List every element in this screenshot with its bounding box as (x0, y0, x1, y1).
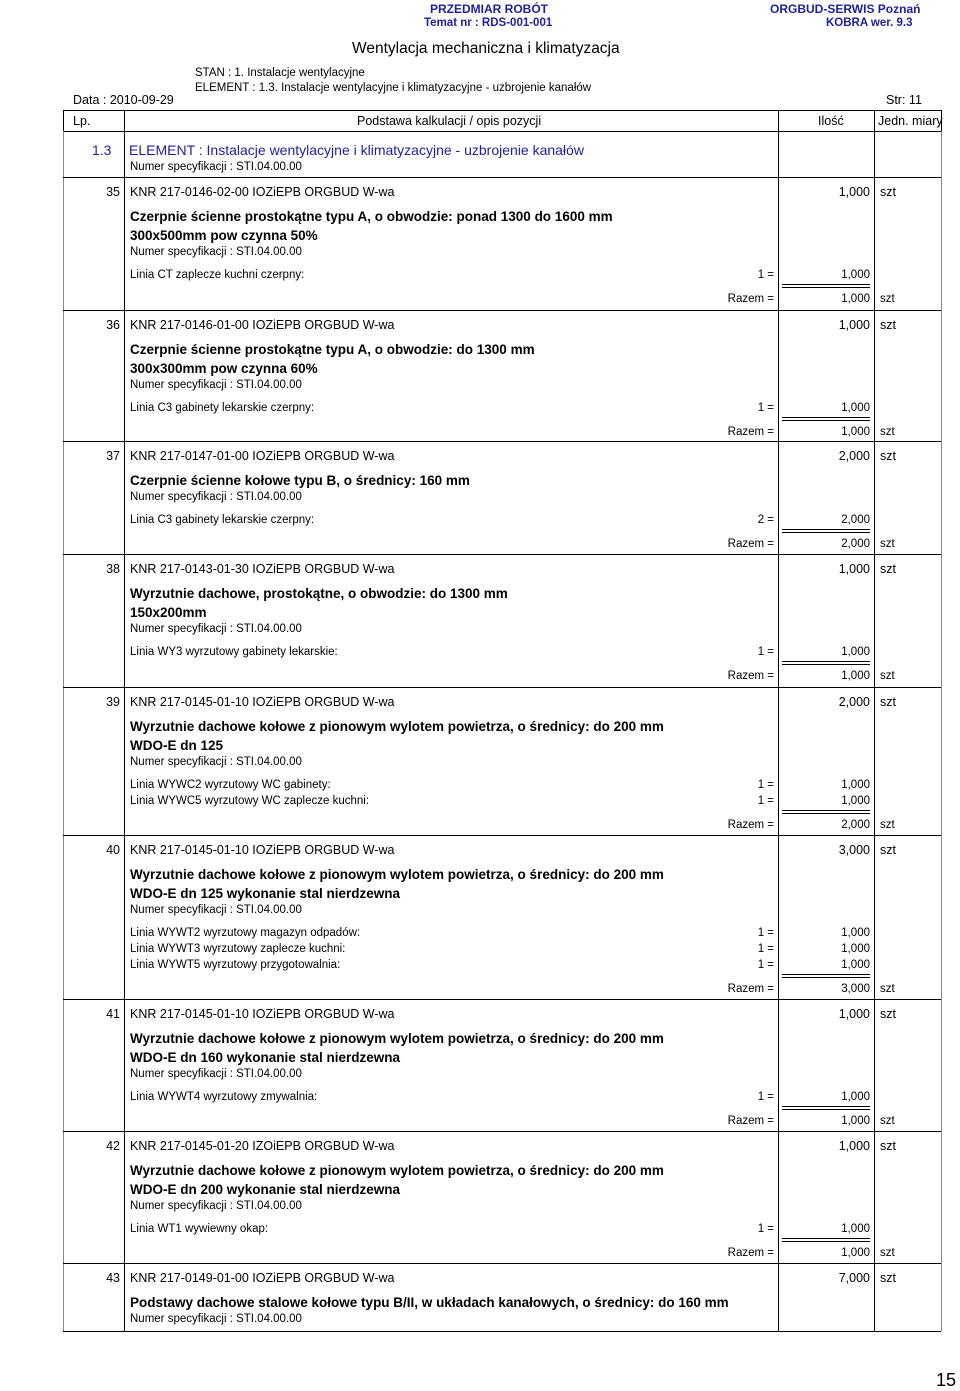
position-spec: Numer specyfikacji : STI.04.00.00 (130, 379, 302, 391)
position-description: WDO-E dn 125 wykonanie stal nierdzewna (130, 886, 401, 901)
sum-label: Razem = (727, 426, 774, 438)
sum-label: Razem = (727, 1115, 774, 1127)
column-unit: Jedn. miary (878, 114, 943, 128)
stan-label: STAN : 1. Instalacje wentylacyjne (195, 67, 365, 79)
measure-line-value: 1,000 (841, 943, 870, 955)
measure-line-eq: 1 = (757, 779, 774, 791)
position-qty: 3,000 (838, 843, 870, 857)
sum-value: 1,000 (841, 426, 870, 438)
measure-line-value: 1,000 (841, 1223, 870, 1235)
measure-line-value: 1,000 (841, 795, 870, 807)
position-spec: Numer specyfikacji : STI.04.00.00 (130, 491, 302, 503)
section-spec: Numer specyfikacji : STI.04.00.00 (130, 161, 302, 173)
table-left-border (63, 131, 64, 1331)
sum-unit: szt (880, 426, 895, 438)
measure-line-text: Linia WYWC5 wyrzutowy WC zaplecze kuchni: (130, 795, 370, 807)
measure-line-eq: 1 = (757, 927, 774, 939)
measure-line-text: Linia WYWT5 wyrzutowy przygotowalnia: (130, 959, 341, 971)
sum-unit: szt (880, 819, 895, 831)
position-description: Czerpnie ścienne kołowe typu B, o średnicy: 160 mm (130, 473, 470, 488)
position-description: Podstawy dachowe stalowe kołowe typu B/II, w układach kanałowych, o średnicy: do 160 mm (130, 1295, 729, 1310)
measure-line-text: Linia WYWT4 wyrzutowy zmywalnia: (130, 1091, 318, 1103)
measure-line-text: Linia CT zaplecze kuchni czerpny: (130, 269, 305, 281)
sum-unit: szt (880, 538, 895, 550)
measure-line-text: Linia C3 gabinety lekarskie czerpny: (130, 514, 315, 526)
measure-line-eq: 1 = (757, 1091, 774, 1103)
position-separator (63, 687, 941, 688)
measure-line-value: 1,000 (841, 959, 870, 971)
position-description: Wyrzutnie dachowe kołowe z pionowym wylotem powietrza, o średnicy: do 200 mm (130, 719, 664, 734)
position-description: Czerpnie ścienne prostokątne typu A, o obwodzie: do 1300 mm (130, 342, 535, 357)
position-unit: szt (880, 695, 896, 709)
section-title: ELEMENT : Instalacje wentylacyjne i klimatyzacyjne - uzbrojenie kanałów (129, 142, 584, 158)
position-basis: KNR 217-0149-01-00 IOZiEPB ORGBUD W-wa (130, 1271, 395, 1285)
position-unit: szt (880, 843, 896, 857)
sum-double-rule (782, 1238, 870, 1242)
position-basis: KNR 217-0145-01-10 IOZiEPB ORGBUD W-wa (130, 843, 395, 857)
position-qty: 1,000 (838, 318, 870, 332)
measure-line-eq: 1 = (757, 943, 774, 955)
sum-unit: szt (880, 1115, 895, 1127)
position-qty: 2,000 (838, 695, 870, 709)
column-qty: Ilość (818, 114, 844, 128)
position-unit: szt (880, 318, 896, 332)
position-separator (63, 1131, 941, 1132)
position-lp: 41 (106, 1007, 120, 1021)
sum-label: Razem = (727, 293, 774, 305)
sum-double-rule (782, 284, 870, 288)
position-separator (63, 310, 941, 311)
measure-line-text: Linia WYWC2 wyrzutowy WC gabinety: (130, 779, 331, 791)
position-description: 300x300mm pow czynna 60% (130, 361, 318, 376)
position-separator (63, 999, 941, 1000)
measure-line-value: 1,000 (841, 269, 870, 281)
position-separator (63, 441, 941, 442)
document-title: Wentylacja mechaniczna i klimatyzacja (352, 40, 620, 57)
sum-label: Razem = (727, 819, 774, 831)
qty-column-divider (778, 110, 779, 1332)
sum-value: 2,000 (841, 819, 870, 831)
position-description: 300x500mm pow czynna 50% (130, 228, 318, 243)
sum-label: Razem = (727, 1247, 774, 1259)
sum-label: Razem = (727, 670, 774, 682)
measure-line-text: Linia WT1 wywiewny okap: (130, 1223, 269, 1235)
position-unit: szt (880, 1007, 896, 1021)
position-description: Czerpnie ścienne prostokątne typu A, o obwodzie: ponad 1300 do 1600 mm (130, 209, 613, 224)
header-top-rule (63, 110, 941, 111)
sum-double-rule (782, 661, 870, 665)
sum-value: 1,000 (841, 1115, 870, 1127)
measure-line-eq: 1 = (757, 959, 774, 971)
position-qty: 1,000 (838, 562, 870, 576)
unit-column-divider (874, 110, 875, 1332)
position-lp: 40 (106, 843, 120, 857)
sum-unit: szt (880, 1247, 895, 1259)
program-name: PRZEDMIAR ROBÓT (430, 2, 548, 16)
position-unit: szt (880, 562, 896, 576)
section-number: 1.3 (92, 142, 112, 158)
measure-line-value: 1,000 (841, 927, 870, 939)
measure-line-text: Linia WYWT3 wyrzutowy zaplecze kuchni: (130, 943, 346, 955)
position-lp: 42 (106, 1139, 120, 1153)
sum-double-rule (782, 417, 870, 421)
measure-line-eq: 1 = (757, 269, 774, 281)
lp-column-divider (124, 110, 125, 1332)
position-description: WDO-E dn 160 wykonanie stal nierdzewna (130, 1050, 401, 1065)
position-basis: KNR 217-0145-01-10 IOZiEPB ORGBUD W-wa (130, 695, 395, 709)
element-label: ELEMENT : 1.3. Instalacje wentylacyjne i klimatyzacyjne - uzbrojenie kanałów (195, 82, 592, 94)
measure-line-value: 1,000 (841, 646, 870, 658)
position-separator (63, 177, 941, 178)
position-spec: Numer specyfikacji : STI.04.00.00 (130, 756, 302, 768)
position-unit: szt (880, 1139, 896, 1153)
sum-double-rule (782, 974, 870, 978)
sum-value: 1,000 (841, 293, 870, 305)
position-lp: 37 (106, 449, 120, 463)
measure-line-text: Linia WY3 wyrzutowy gabinety lekarskie: (130, 646, 338, 658)
measure-line-value: 1,000 (841, 402, 870, 414)
position-unit: szt (880, 185, 896, 199)
position-description: 150x200mm (130, 605, 207, 620)
sum-value: 1,000 (841, 670, 870, 682)
topic-number: Temat nr : RDS-001-001 (424, 17, 553, 29)
position-spec: Numer specyfikacji : STI.04.00.00 (130, 623, 302, 635)
document-date: Data : 2010-09-29 (73, 93, 174, 107)
sum-label: Razem = (727, 983, 774, 995)
position-qty: 1,000 (838, 1007, 870, 1021)
position-description: WDO-E dn 125 (130, 738, 224, 753)
header-left-border (63, 110, 64, 132)
sum-value: 1,000 (841, 1247, 870, 1259)
column-basis: Podstawa kalkulacji / opis pozycji (357, 114, 542, 128)
position-basis: KNR 217-0146-02-00 IOZiEPB ORGBUD W-wa (130, 185, 395, 199)
measure-line-eq: 1 = (757, 646, 774, 658)
position-qty: 2,000 (838, 449, 870, 463)
position-lp: 38 (106, 562, 120, 576)
position-basis: KNR 217-0145-01-20 IZOiEPB ORGBUD W-wa (130, 1139, 395, 1153)
sum-double-rule (782, 1106, 870, 1110)
position-spec: Numer specyfikacji : STI.04.00.00 (130, 1200, 302, 1212)
position-separator (63, 1263, 941, 1264)
measure-line-eq: 1 = (757, 402, 774, 414)
position-spec: Numer specyfikacji : STI.04.00.00 (130, 1068, 302, 1080)
position-qty: 7,000 (838, 1271, 870, 1285)
measure-line-text: Linia WYWT2 wyrzutowy magazyn odpadów: (130, 927, 361, 939)
sum-label: Razem = (727, 538, 774, 550)
measure-line-eq: 1 = (757, 1223, 774, 1235)
position-basis: KNR 217-0147-01-00 IOZiEPB ORGBUD W-wa (130, 449, 395, 463)
measure-line-eq: 2 = (757, 514, 774, 526)
sum-value: 2,000 (841, 538, 870, 550)
measure-line-eq: 1 = (757, 795, 774, 807)
position-qty: 1,000 (838, 185, 870, 199)
position-spec: Numer specyfikacji : STI.04.00.00 (130, 904, 302, 916)
sum-value: 3,000 (841, 983, 870, 995)
header-bottom-rule (63, 131, 941, 132)
position-basis: KNR 217-0145-01-10 IOZiEPB ORGBUD W-wa (130, 1007, 395, 1021)
position-spec: Numer specyfikacji : STI.04.00.00 (130, 1313, 302, 1325)
position-unit: szt (880, 449, 896, 463)
position-lp: 43 (106, 1271, 120, 1285)
sum-double-rule (782, 810, 870, 814)
position-unit: szt (880, 1271, 896, 1285)
measure-line-value: 1,000 (841, 779, 870, 791)
position-description: Wyrzutnie dachowe kołowe z pionowym wylotem powietrza, o średnicy: do 200 mm (130, 1163, 664, 1178)
position-lp: 35 (106, 185, 120, 199)
position-description: Wyrzutnie dachowe kołowe z pionowym wylotem powietrza, o średnicy: do 200 mm (130, 867, 664, 882)
measure-line-text: Linia C3 gabinety lekarskie czerpny: (130, 402, 315, 414)
position-spec: Numer specyfikacji : STI.04.00.00 (130, 246, 302, 258)
table-right-border (941, 131, 942, 1331)
sum-unit: szt (880, 983, 895, 995)
position-description: WDO-E dn 200 wykonanie stal nierdzewna (130, 1182, 401, 1197)
position-qty: 1,000 (838, 1139, 870, 1153)
position-basis: KNR 217-0143-01-30 IOZiEPB ORGBUD W-wa (130, 562, 395, 576)
table-bottom-rule (63, 1331, 941, 1332)
program-version: KOBRA wer. 9.3 (826, 17, 913, 29)
position-lp: 39 (106, 695, 120, 709)
sum-unit: szt (880, 670, 895, 682)
measure-line-value: 1,000 (841, 1091, 870, 1103)
position-basis: KNR 217-0146-01-00 IOZiEPB ORGBUD W-wa (130, 318, 395, 332)
position-separator (63, 554, 941, 555)
position-separator (63, 835, 941, 836)
company-name: ORGBUD-SERWIS Poznań (770, 2, 921, 16)
position-lp: 36 (106, 318, 120, 332)
position-description: Wyrzutnie dachowe kołowe z pionowym wylotem powietrza, o średnicy: do 200 mm (130, 1031, 664, 1046)
column-lp: Lp. (73, 114, 91, 128)
sum-double-rule (782, 529, 870, 533)
sum-unit: szt (880, 293, 895, 305)
page-label: Str: 11 (886, 93, 922, 107)
position-description: Wyrzutnie dachowe, prostokątne, o obwodzie: do 1300 mm (130, 586, 508, 601)
measure-line-value: 2,000 (841, 514, 870, 526)
page-number: 15 (936, 1370, 957, 1390)
